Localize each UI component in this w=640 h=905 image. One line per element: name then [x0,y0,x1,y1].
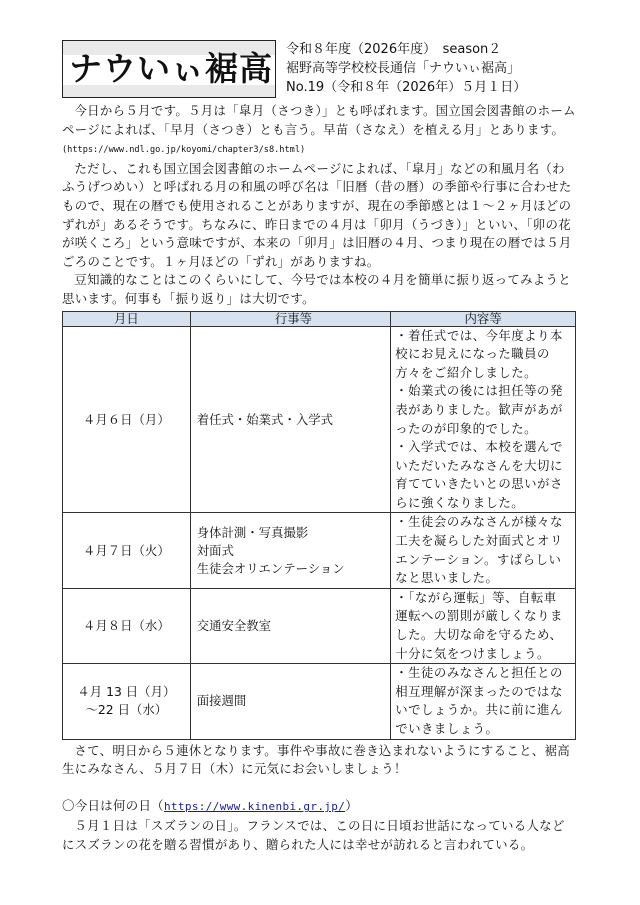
closing-section [62,742,576,855]
ndl-url-link[interactable]: (https://www.ndl.go.jp/koyomi/chapter3/s8.html) [62,145,306,156]
fiscal-year-line: 令和８年度（2026年度） season２ [286,42,502,57]
event-cell: 身体計測・写真撮影 対面式 生徒会オリエンテーション [190,513,391,588]
issue-number-line: No.19（令和８年（2026年）５月１日） [286,80,527,95]
event-cell: 面接週間 [190,664,391,739]
header-event: 行事等 [190,311,391,326]
newsletter-header [62,40,576,98]
masthead-logo [62,40,276,98]
description-cell: ・生徒会のみなさんが様々な 工夫を凝らした対面式とオリ エンテーション。すばらしい なと思いました。 [391,513,576,588]
date-cell: ４月６日（月） [63,326,191,513]
newsletter-page [62,40,576,854]
intro-section [62,102,576,309]
newsletter-name-line: 裾野高等学校校長通信「ナウいぃ裾高」 [286,61,521,76]
description-cell: ・「ながら運転」等、自転車 運転への罰則が厳しくなりま した。大切な命を守るため、 十分に気をつけましょう。 [391,588,576,663]
date-cell: ４月 13 日（月） ～22 日（水） [63,664,191,739]
intro-paragraph-2: ただし、これも国立国会図書館のホームページによれば、「皐月」などの和風月名（わふうげつめい）と呼ばれる月の和風の呼び名は「旧暦（昔の暦）の季節や行事に合わせたもので、現在の暦でも使用されることがありますが、現在の季節感とは１～２ヶ月ほどのずれが」あるそうです。ちなみに、昨日までの４月は「卯月（うづき）」といい、「卯の花が咲くころ」という意味ですが、本来の「卯月」は旧暦の４月、つまり現在の暦では５月ごろのことです。１ヶ月ほどの「ずれ」がありますね。 [62,160,572,269]
event-cell: 交通安全教室 [190,588,391,663]
intro-paragraph-1 [62,102,576,160]
table-row [63,664,576,739]
today-paragraph: ５月１日は「スズランの日」。フランスでは、この日に日頃お世話になっている人などにスズランの花を贈る習慣があり、贈られた人には幸せが訪れると言われている。 [62,817,565,852]
table-header-row [63,311,576,326]
intro-paragraph-3: 豆知識的なことはこのくらいにして、今号では本校の４月を簡単に振り返ってみようと思います。何事も「振り返り」は大切です。 [62,272,572,306]
header-description: 内容等 [391,311,576,326]
closing-paragraph: さて、明日から５連休となります。事件や事故に巻き込まれないようにすること、裾高生にみなさん、５月７日（木）に元気にお会いしましょう！ [62,742,571,777]
kinenbi-url-link[interactable]: https://www.kinenbi.gr.jp/ [163,800,346,814]
description-cell: ・着任式では、今年度より本 校にお見えになった職員の 方々をご紹介しました。 ・始業式の後には担任等の発 表がありました。歓声があが ったのが印象的でした。 ・入学式では、本校を選んで いただいたみなさんを大切に 育てていきたいとの思いがさ らに強くなりました。 [391,326,576,513]
april-events-table [62,311,576,740]
header-date: 月日 [63,311,191,326]
table-row [63,513,576,588]
intro-paragraph-1-text: 今日から５月です。５月は「皐月（さつき）」とも呼ばれます。国立国会図書館のホームページによれば、「早月（さつき）とも言う。早苗（さなえ）を植える月」とあります。 [62,103,576,137]
table-row [63,326,576,513]
description-cell: ・生徒のみなさんと担任との 相互理解が深まったのではな いでしょうか。共に前に進ん でいきましょう。 [391,664,576,739]
event-cell: 着任式・始業式・入学式 [190,326,391,513]
date-cell: ４月７日（火） [63,513,191,588]
today-heading: 〇今日は何の日（https://www.kinenbi.gr.jp/） [62,798,358,814]
issue-info [276,40,576,98]
table-row [63,588,576,663]
date-cell: ４月８日（水） [63,588,191,663]
masthead-title: ナウいぃ裾高 [69,49,273,88]
